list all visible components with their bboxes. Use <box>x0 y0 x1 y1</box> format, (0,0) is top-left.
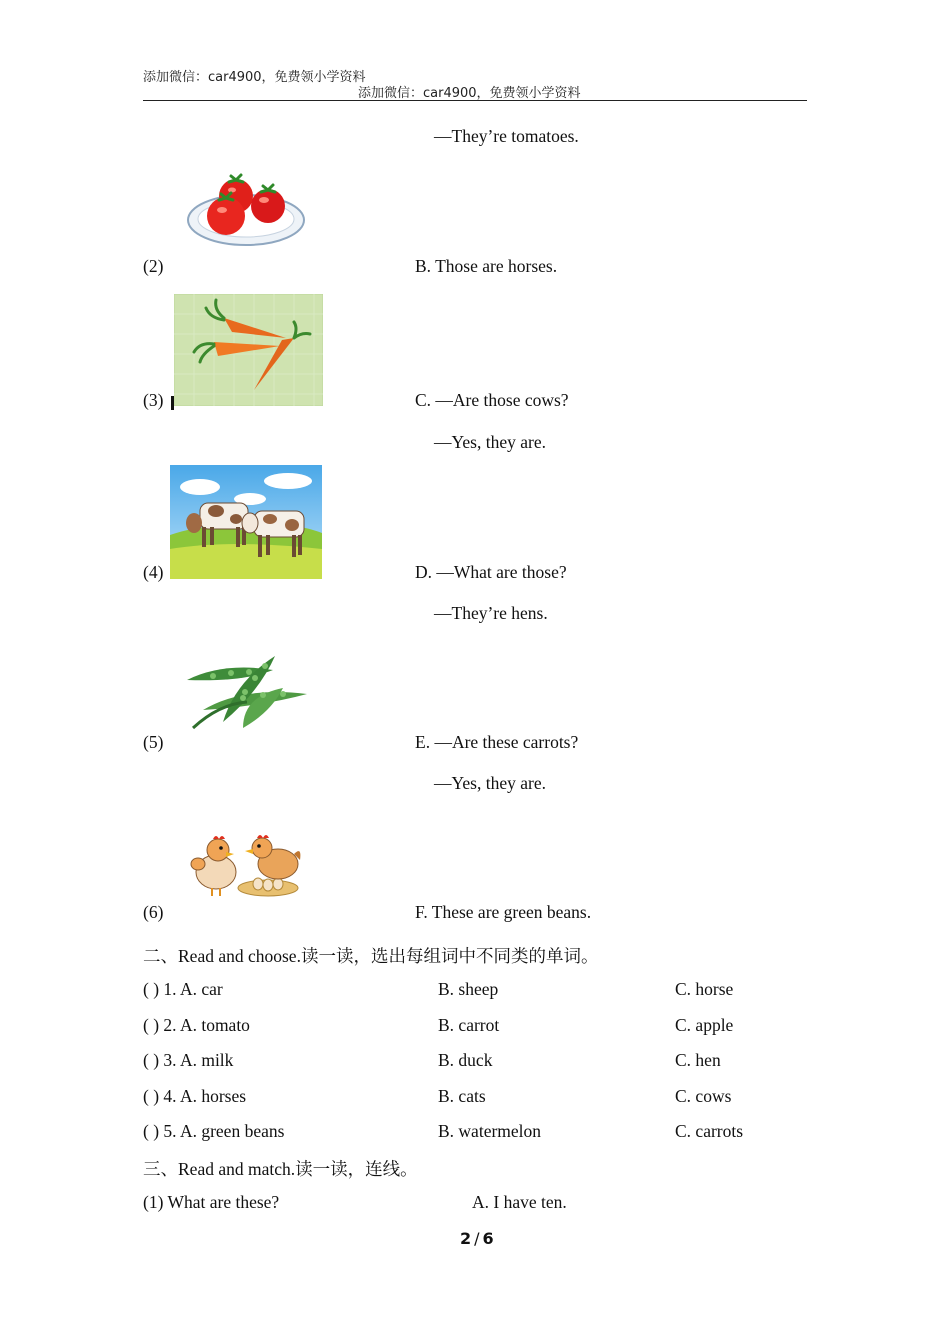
item-number-5: (5) <box>143 732 164 752</box>
section-3-title: 三、Read and match.读一读，连线。 <box>143 1159 418 1179</box>
option-c: C. —Are those cows? <box>415 390 569 410</box>
page-current: 2 <box>460 1229 472 1248</box>
item-number-4: (4) <box>143 562 164 582</box>
carrots-icon <box>174 294 323 406</box>
green-beans-icon <box>183 652 309 732</box>
option-c-line2: —Yes, they are. <box>434 432 546 452</box>
item-number-3: (3) <box>143 390 164 410</box>
question-5-option-b: B. watermelon <box>438 1121 542 1141</box>
question-1: ( ) 1. A. car <box>143 979 223 999</box>
question-4: ( ) 4. A. horses <box>143 1086 247 1106</box>
question-5-option-c: C. carrots <box>675 1121 744 1141</box>
item-number-2: (2) <box>143 256 164 276</box>
match-right-a: A. I have ten. <box>472 1192 567 1212</box>
page-separator: / <box>474 1229 480 1248</box>
cows-icon <box>170 465 322 579</box>
item-number-6: (6) <box>143 902 164 922</box>
hens-icon <box>186 832 304 898</box>
question-1-option-b: B. sheep <box>438 979 499 999</box>
question-2-option-c: C. apple <box>675 1015 734 1035</box>
question-2-option-b: B. carrot <box>438 1015 500 1035</box>
question-4-option-c: C. cows <box>675 1086 732 1106</box>
question-1-option-c: C. horse <box>675 979 734 999</box>
option-f: F. These are green beans. <box>415 902 592 922</box>
header-rule <box>143 100 807 101</box>
option-d: D. —What are those? <box>415 562 567 582</box>
question-3-option-b: B. duck <box>438 1050 493 1070</box>
header-watermark-1: 添加微信：car4900，免费领小学资料 <box>143 70 366 85</box>
page-total: 6 <box>482 1229 494 1248</box>
match-left-1: (1) What are these? <box>143 1192 280 1212</box>
option-b: B. Those are horses. <box>415 256 558 276</box>
header-watermark-2: 添加微信：car4900，免费领小学资料 <box>358 86 581 101</box>
question-3: ( ) 3. A. milk <box>143 1050 234 1070</box>
option-e-line2: —Yes, they are. <box>434 773 546 793</box>
question-5: ( ) 5. A. green beans <box>143 1121 285 1141</box>
question-4-option-b: B. cats <box>438 1086 486 1106</box>
answer-a-line2: —They’re tomatoes. <box>434 126 579 146</box>
section-2-title: 二、Read and choose.读一读，选出每组词中不同类的单词。 <box>143 946 599 966</box>
option-d-line2: —They’re hens. <box>434 603 548 623</box>
option-e: E. —Are these carrots? <box>415 732 579 752</box>
text-cursor <box>171 396 174 410</box>
tomatoes-icon <box>186 172 308 250</box>
page-number <box>460 1229 494 1248</box>
question-2: ( ) 2. A. tomato <box>143 1015 250 1035</box>
question-3-option-c: C. hen <box>675 1050 721 1070</box>
